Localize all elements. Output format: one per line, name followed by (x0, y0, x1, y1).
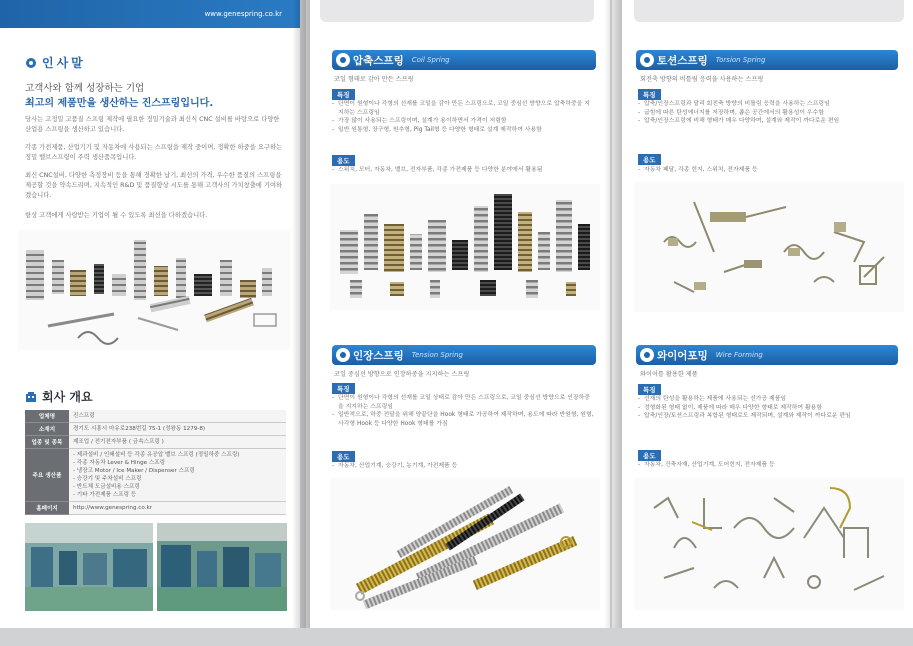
left-panel (0, 0, 300, 646)
uses-list (638, 166, 900, 175)
gear-icon (25, 57, 37, 69)
row-value-line: - 반도체 도금설비용 스프링 (73, 484, 140, 490)
row-label: 홈페이지 (25, 502, 69, 515)
gear-icon (640, 348, 654, 362)
gear-icon (336, 348, 350, 362)
uses-list (332, 166, 594, 175)
features-list (638, 100, 900, 126)
row-value (69, 449, 286, 502)
row-value-line: - 기타 가전제품 스프링 등 (73, 492, 137, 498)
bottom-band (0, 628, 913, 646)
section-description: 코일 형태로 감아 만든 스프링 (334, 76, 414, 83)
row-value-line: 경기도 시흥시 마유로238번길 75-1 (정왕동 1279-8) (73, 426, 206, 432)
page-fold-shadow (604, 0, 622, 646)
right-panel (612, 0, 913, 646)
features-label: 특징 (332, 383, 355, 394)
greeting-title (25, 54, 86, 71)
section-title-en: Coil Spring (411, 56, 450, 64)
row-value (69, 502, 286, 515)
list-item: - 자동차, 산업기계, 승강기, 농기계, 가전제품 등 (332, 462, 594, 471)
tension-spring-header (332, 345, 596, 365)
features-label: 특징 (638, 384, 661, 395)
company-title (25, 388, 93, 405)
torsion-spring-header (636, 50, 898, 70)
gear-icon (640, 53, 654, 67)
top-tab-decoration (634, 0, 904, 22)
table-row (25, 423, 286, 436)
row-value-line: - 제과설비 / 인쇄설비 등 각종 유공압 밸브 스프링 (정밀하중 스프링) (73, 452, 240, 458)
row-value-line: - 승강기 및 주차설비 스프링 (73, 476, 142, 482)
list-item: - 단면이 원형이나 각형의 선재를 코일 상태로 감아 만든 스프링으로, 코일 중심선 방향으로 인장하중을 지지하는 스프링임 (332, 394, 594, 411)
row-label: 주요 생산품 (25, 449, 69, 502)
page-fold-shadow (292, 0, 310, 646)
section-title-en: Tension Spring (411, 351, 463, 359)
tension-spring-photo (330, 478, 600, 610)
greeting-paragraph: 당사는 고정밀 고품질 스프링 제작에 필요한 정밀기술과 최신식 CNC 설비를 바탕으로 다양한 산업용 스프링을 생산하고 있습니다. (25, 116, 280, 133)
row-value (69, 423, 286, 436)
section-description: 와이어를 활용한 제품 (640, 371, 698, 378)
list-item: - 압축/인장/토션스프링과 복합된 형태로도 제작되며, 설계와 제작이 까다로운 편임 (638, 412, 900, 421)
greeting-paragraph: 각종 가전제품, 산업기기 및 자동차에 사용되는 스프링을 제작 중이며, 정확한 하중을 요구하는 정밀 밸브스프링이 주력 생산품목입니다. (25, 144, 283, 161)
greeting-subtitle: 고객사와 함께 성장하는 기업 (25, 83, 145, 94)
row-value-line: - 냉장고 Motor / Ice Maker / Dispenser 스프링 (73, 468, 195, 474)
uses-label: 용도 (332, 155, 355, 166)
list-item: - 일반적으로, 하중 전달을 위해 양끝단을 Hook 형태로 가공하여 제작하며, 용도에 따라 반원형, 원형, 사각형 Hook 등 다양한 Hook 형태를 가짐 (332, 411, 594, 428)
table-row (25, 436, 286, 449)
greeting-title-text: 인사말 (42, 56, 86, 70)
row-label: 업종 및 종목 (25, 436, 69, 449)
top-tab-decoration (320, 0, 594, 22)
list-item: - 정형화된 형태 없이, 제품에 따라 매우 다양한 형태로 제작하여 활용함 (638, 404, 900, 413)
uses-list (332, 462, 594, 471)
table-row (25, 410, 286, 423)
uses-label: 용도 (638, 450, 661, 461)
section-title-ko: 토션스프링 (657, 54, 708, 67)
greeting-paragraph: 항상 고객에게 사랑받는 기업이 될 수 있도록 최선을 다하겠습니다. (25, 212, 208, 219)
coil-spring-header (332, 50, 596, 70)
row-value-line: http://www.genespring.co.kr (73, 505, 153, 511)
features-list (638, 395, 900, 421)
section-title-en: Wire Forming (715, 351, 763, 359)
row-value-line: - 각종 자동차 Lever & Hinge 스프링 (73, 460, 166, 466)
company-info-table (25, 410, 286, 515)
wire-forming-header (636, 345, 898, 365)
features-label: 특징 (638, 89, 661, 100)
features-label: 특징 (332, 89, 355, 100)
section-title-ko: 와이어포밍 (657, 349, 708, 362)
section-title-ko: 압축스프링 (353, 54, 404, 67)
table-row (25, 449, 286, 502)
uses-list (638, 461, 900, 470)
building-icon (25, 391, 37, 403)
row-value (69, 410, 286, 423)
greeting-headline: 최고의 제품만을 생산하는 진스프링입니다. (25, 98, 214, 109)
list-item: - 선재의 탄성을 활용하는 제품에 사용되는 선가공 제품임 (638, 395, 900, 404)
list-item: - 압축/인장스프링에 비해 형태가 매우 다양하며, 설계와 제작이 까다로운 편임 (638, 117, 900, 126)
table-row (25, 502, 286, 515)
factory-photo (157, 523, 287, 611)
wire-forming-photo (634, 478, 904, 610)
features-list (332, 100, 594, 134)
row-label: 소재지 (25, 423, 69, 436)
list-item: - 압축/인장스프링과 달리 회전축 방향의 비틀림 응력을 사용하는 스프링임 (638, 100, 900, 109)
list-item: - 스위치, 모터, 자동차, 밸브, 전자부품, 각종 가전제품 등 다양한 분야에서 활용됨 (332, 166, 594, 175)
middle-panel (306, 0, 610, 646)
list-item: - 굽힘에 따른 탄성에너지를 저장하며, 좁은 공간에서의 활용성이 우수함 (638, 109, 900, 118)
greeting-paragraph: 최신 CNC설비, 다양한 측정장비 등을 통해 정확한 납기, 최선의 가격, 우수한 품질의 스프링을 제공할 것을 약속드리며, 지속적인 R&D 및 품질향상 시도를 통해 고객사의 가치창출에 기여하겠습니다. (25, 172, 283, 199)
features-list (332, 394, 594, 428)
list-item: - 가장 많이 사용되는 스프링이며, 설계가 용이하면서 가격이 저렴함 (332, 117, 594, 126)
list-item: - 단면이 원형이나 각형의 선재를 코일을 감아 만든 스프링으로, 코일 중심선 방향으로 압축하중을 지지하는 스프링임 (332, 100, 594, 117)
row-value-line: 진스프링 (73, 413, 95, 419)
website-url-bar (0, 0, 300, 28)
website-url: www.genespring.co.kr (204, 10, 282, 18)
row-label: 업체명 (25, 410, 69, 423)
row-value (69, 436, 286, 449)
section-description: 회전축 방향의 비틀림 응력을 사용하는 스프링 (640, 76, 764, 83)
list-item: - 자동차 페달, 각종 힌지, 스위치, 전자제품 등 (638, 166, 900, 175)
section-title-ko: 인장스프링 (353, 349, 404, 362)
factory-photo (25, 523, 153, 611)
section-title-en: Torsion Spring (715, 56, 766, 64)
list-item: - 일반 원통형, 장구형, 원추형, Pig Tail형 등 다양한 형태로 설계 제작하여 사용함 (332, 126, 594, 135)
section-description: 코일 중심선 방향으로 인장하중을 지지하는 스프링 (334, 371, 470, 378)
torsion-spring-photo (634, 182, 904, 312)
uses-label: 용도 (638, 154, 661, 165)
row-value-line: 제조업 / 전기전자부품 ( 금속스프링 ) (73, 439, 164, 445)
company-title-text: 회사 개요 (42, 390, 93, 404)
list-item: - 자동차, 건축자재, 산업기계, 도어힌지, 전자제품 등 (638, 461, 900, 470)
coil-spring-photo (330, 184, 600, 310)
springs-assortment-photo (18, 230, 290, 350)
gear-icon (336, 53, 350, 67)
uses-label: 용도 (332, 451, 355, 462)
